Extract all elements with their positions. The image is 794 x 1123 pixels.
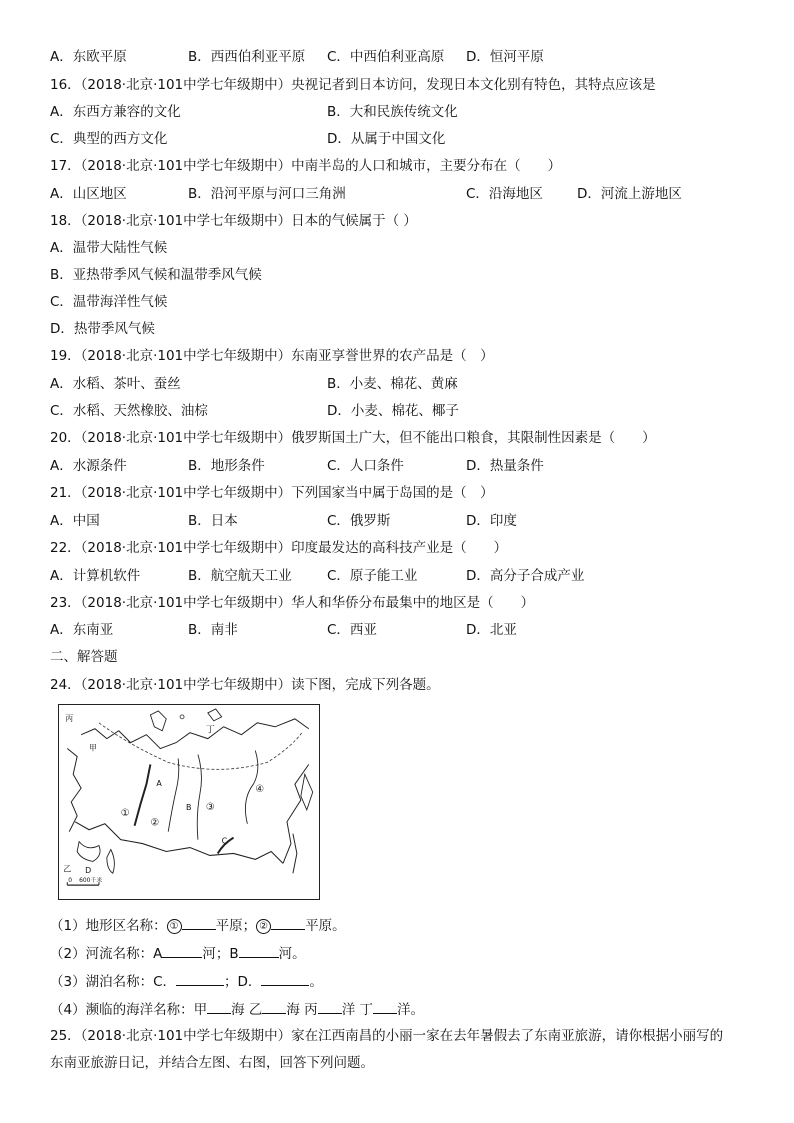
label-lake-d: D xyxy=(85,866,92,876)
label-region-1: ① xyxy=(120,807,130,819)
q22-option-b: B．航空航天工业 xyxy=(188,568,292,584)
arctic-circle-line xyxy=(99,723,302,770)
q17-option-b: B．沿河平原与河口三角洲 xyxy=(188,186,346,202)
q21-option-b: B．日本 xyxy=(188,513,238,529)
q21-option-c: C．俄罗斯 xyxy=(327,513,391,529)
q24-sub4 xyxy=(50,999,424,1019)
novaya-zemlya-island xyxy=(150,711,166,731)
q17-option-c: C．沿海地区 xyxy=(466,186,543,202)
q18-option-a: A．温带大陆性气候 xyxy=(50,240,168,256)
black-sea xyxy=(77,842,100,862)
q23-stem: 23．（2018·北京·101中学七年级期中）华人和华侨分布最集中的地区是（ ） xyxy=(50,595,535,611)
q25-stem-line2: 东南亚旅游日记，并结合左图、右图，回答下列问题。 xyxy=(50,1055,374,1071)
q22-option-d: D．高分子合成产业 xyxy=(466,568,585,584)
kamchatka xyxy=(301,774,313,810)
q18-stem: 18．（2018·北京·101中学七年级期中）日本的气候属于（ ） xyxy=(50,213,417,229)
answer-blank xyxy=(176,971,224,986)
scale-zero-label: 0 xyxy=(68,877,73,885)
small-island xyxy=(180,715,184,719)
label-lake-c: C xyxy=(221,836,228,846)
answer-blank xyxy=(373,999,397,1014)
sakhalin xyxy=(293,834,297,874)
q20-option-d: D．热量条件 xyxy=(466,458,544,474)
q21-option-d: D．印度 xyxy=(466,513,517,529)
q24-sub2-suffix: 河。 xyxy=(278,946,306,962)
q20-option-a: A．水源条件 xyxy=(50,458,127,474)
q15-option-a: A．东欧平原 xyxy=(50,49,127,65)
q24-sub3 xyxy=(50,971,323,991)
q18-option-d: D．热带季风气候 xyxy=(50,321,155,337)
label-bing: 丙 xyxy=(65,713,74,723)
answer-blank xyxy=(271,915,305,930)
q24-sub4-p3: 海 丙 xyxy=(286,1002,318,1018)
q16-stem: 16．（2018·北京·101中学七年级期中）央视记者到日本访问，发现日本文化别有特色，其特点应该是 xyxy=(50,77,656,93)
scale-label: 600千米 xyxy=(79,877,103,885)
answer-blank xyxy=(262,999,286,1014)
label-river-b: B xyxy=(186,802,192,812)
q24-sub2-prefix: （2）河流名称：A xyxy=(50,946,163,962)
q24-stem: 24．（2018·北京·101中学七年级期中）读下图，完成下列各题。 xyxy=(50,677,440,693)
q16-option-b: B．大和民族传统文化 xyxy=(327,104,458,120)
q20-option-c: C．人口条件 xyxy=(327,458,404,474)
q19-stem: 19．（2018·北京·101中学七年级期中）东南亚享誉世界的农产品是（ ） xyxy=(50,348,494,364)
q16-option-d: D．从属于中国文化 xyxy=(327,131,446,147)
q24-sub4-p4: 洋 丁 xyxy=(341,1002,373,1018)
answer-blank xyxy=(318,999,342,1014)
q15-option-b: B．西西伯利亚平原 xyxy=(188,49,306,65)
q23-option-d: D．北亚 xyxy=(466,622,517,638)
q24-sub2-mid: 河；B xyxy=(202,946,239,962)
q15-option-d: D．恒河平原 xyxy=(466,49,544,65)
q21-option-a: A．中国 xyxy=(50,513,100,529)
label-region-3: ③ xyxy=(205,801,215,813)
section-title: 二、解答题 xyxy=(50,649,118,665)
q24-sub1-prefix: （1）地形区名称： xyxy=(50,918,167,934)
answer-blank xyxy=(207,999,231,1014)
q20-option-b: B．地形条件 xyxy=(188,458,265,474)
q17-option-a: A．山区地区 xyxy=(50,186,127,202)
label-region-4: ④ xyxy=(255,784,265,796)
southern-border xyxy=(75,822,283,864)
label-yi: 乙 xyxy=(63,864,72,874)
q22-option-a: A．计算机软件 xyxy=(50,568,141,584)
label-river-a: A xyxy=(156,779,162,789)
q24-sub1-mid1: 平原； xyxy=(215,918,257,934)
russia-map-svg xyxy=(59,705,319,899)
q24-sub4-prefix: （4）濒临的海洋名称：甲 xyxy=(50,1002,208,1018)
q17-option-d: D．河流上游地区 xyxy=(577,186,682,202)
russia-map-figure xyxy=(58,704,320,900)
circled-one: ① xyxy=(167,919,182,934)
q24-sub3-prefix: （3）湖泊名称：C． xyxy=(50,974,177,990)
q19-option-b: B．小麦、棉花、黄麻 xyxy=(327,376,458,392)
q21-stem: 21．（2018·北京·101中学七年级期中）下列国家当中属于岛国的是（ ） xyxy=(50,485,494,501)
q24-sub4-p2: 海 乙 xyxy=(231,1002,263,1018)
q19-option-c: C．水稻、天然橡胶、油棕 xyxy=(50,403,208,419)
q17-stem: 17．（2018·北京·101中学七年级期中）中南半岛的人口和城市，主要分布在（ ） xyxy=(50,158,562,174)
q23-option-b: B．南非 xyxy=(188,622,238,638)
q19-option-d: D．小麦、棉花、椰子 xyxy=(327,403,459,419)
q16-option-a: A．东西方兼容的文化 xyxy=(50,104,181,120)
q22-option-c: C．原子能工业 xyxy=(327,568,418,584)
q23-option-a: A．东南亚 xyxy=(50,622,114,638)
q22-stem: 22．（2018·北京·101中学七年级期中）印度最发达的高科技产业是（ ） xyxy=(50,540,508,556)
q18-option-b: B．亚热带季风气候和温带季风气候 xyxy=(50,267,262,283)
q24-sub3-mid: ；D． xyxy=(224,974,262,990)
northern-coastline xyxy=(81,719,309,749)
label-jia: 甲 xyxy=(89,743,97,753)
answer-blank xyxy=(162,943,202,958)
q24-sub1 xyxy=(50,915,346,935)
q23-option-c: C．西亚 xyxy=(327,622,377,638)
answer-blank xyxy=(182,915,216,930)
q20-stem: 20．（2018·北京·101中学七年级期中）俄罗斯国土广大，但不能出口粮食，其限制性因素是（ ） xyxy=(50,430,656,446)
q15-option-c: C．中西伯利亚高原 xyxy=(327,49,445,65)
river-a xyxy=(168,758,179,831)
western-coast xyxy=(67,749,81,832)
q24-sub1-mid2: 平原。 xyxy=(305,918,346,934)
label-ding: 丁 xyxy=(205,725,215,736)
ural-mountains xyxy=(135,764,151,825)
river-b xyxy=(197,754,201,839)
caspian-sea xyxy=(107,850,115,874)
answer-blank xyxy=(261,971,309,986)
q24-sub2 xyxy=(50,943,306,963)
q24-sub4-suffix: 洋。 xyxy=(396,1002,424,1018)
q19-option-a: A．水稻、茶叶、蚕丝 xyxy=(50,376,181,392)
q25-stem-line1: 25．（2018·北京·101中学七年级期中）家在江西南昌的小丽一家在去年暑假去了东南亚旅游，请你根据小丽写的 xyxy=(50,1028,724,1044)
answer-blank xyxy=(239,943,279,958)
q24-sub3-suffix: 。 xyxy=(309,974,323,990)
q18-option-c: C．温带海洋性气候 xyxy=(50,294,168,310)
q16-option-c: C．典型的西方文化 xyxy=(50,131,168,147)
circled-two: ② xyxy=(256,919,271,934)
label-region-2: ② xyxy=(150,817,160,829)
severnaya-zemlya-island xyxy=(208,709,222,721)
